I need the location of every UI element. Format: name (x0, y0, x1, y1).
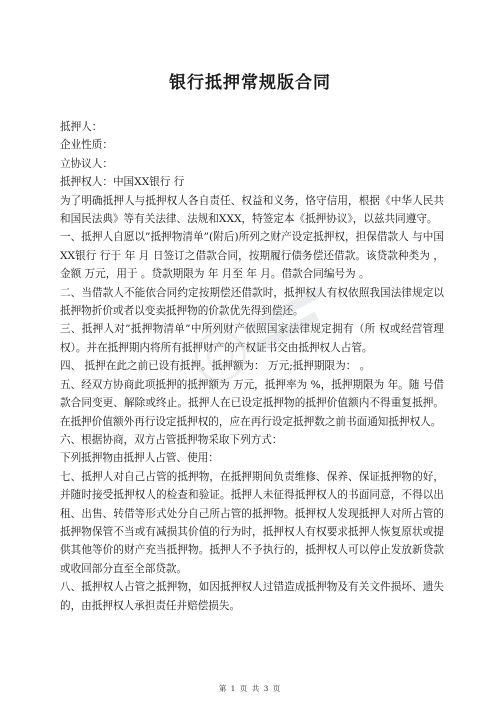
document-body (60, 118, 444, 615)
paragraph-clause-6: 六、根据协商，双方占管抵押物采取下列方式： (60, 433, 283, 446)
page-number-footer: 第 1 页 共 3 页 (218, 684, 282, 693)
paragraph-clause-1: 一、抵押人自愿以”抵押物清单”(附后)所列之财产设定抵押权，担保借款人 与中国XX银行 行于 年 月 日签订之借款合同，按期履行债务偿还借款。该贷款种类为 ，金额 万元，用于 。贷款期限为 年 月至 年 月。借款合同编号为 。 (60, 231, 444, 281)
paragraph-clause-2: 二、当借款人不能依合同约定按期偿还借款时，抵押权人有权依照我国法律规定以抵押物折价或者以变卖抵押物的价款优先得到偿还。 (60, 286, 444, 318)
paragraph-clause-6-sub: 下列抵押物由抵押人占管、使用： (60, 452, 219, 465)
paragraph-mortgagee: 抵押权人：中国XX银行 行 (60, 176, 185, 189)
paragraph-enterprise-nature: 企业性质： (60, 139, 113, 152)
document-title: 银行抵押常规版合同 (169, 73, 331, 93)
paragraph-mortgagor: 抵押人： (60, 121, 103, 133)
paragraph-preamble: 为了明确抵押人与抵押权人各自责任、权益和义务，恪守信用，根据《中华人民共和国民法典》等有关法律、法规和XXX，特签定本《抵押协议》，以兹共同遵守。 (60, 194, 444, 226)
paragraph-clause-3: 三、抵押人对”抵押物清单”中所列财产依照国家法律规定拥有（所 权或经营管理权）。并在抵押期内将所有抵押财产的产权证书交由抵押权人占管。 (60, 323, 444, 354)
paragraph-clause-8: 八、抵押权人占管之抵押物，如因抵押权人过错造成抵押物及有关文件损坏、遗失的，由抵押权人承担责任并赔偿损失。 (60, 581, 444, 612)
paragraph-clause-5: 五、经双方协商此项抵押的抵押额为 万元，抵押率为 %，抵押期限为 年。随 号借款合同变更、解除或终止。抵押人在已设定抵押物的抵押价值额内不得重复抵押。在抵押价值额外再行设定抵押权的，应在再行设定抵押数之前书面通知抵押权人。 (60, 378, 444, 428)
paragraph-clause-7: 七、抵押人对自己占管的抵押物，在抵押期间负责维修、保养、保证抵押物的好，并随时接受抵押权人的检查和验证。抵押人未征得抵押权人的书面同意，不得以出租、出售、转借等形式处分自己所占管的抵押物。抵押权人发现抵押人对所占管的抵押物保管不当或有减损其价值的行为时，抵押权人有权要求抵押人恢复原状或提供其他等价的财产充当抵押物。抵押人不予执行的，抵押权人可以停止发放新贷款或收回部分直至全部贷款。 (60, 470, 444, 575)
paragraph-agreement-party: 立协议人： (60, 157, 113, 170)
paragraph-clause-4: 四、 抵押在此之前已设有抵押。抵押额为： 万元;抵押期限为： 。 (60, 360, 371, 373)
